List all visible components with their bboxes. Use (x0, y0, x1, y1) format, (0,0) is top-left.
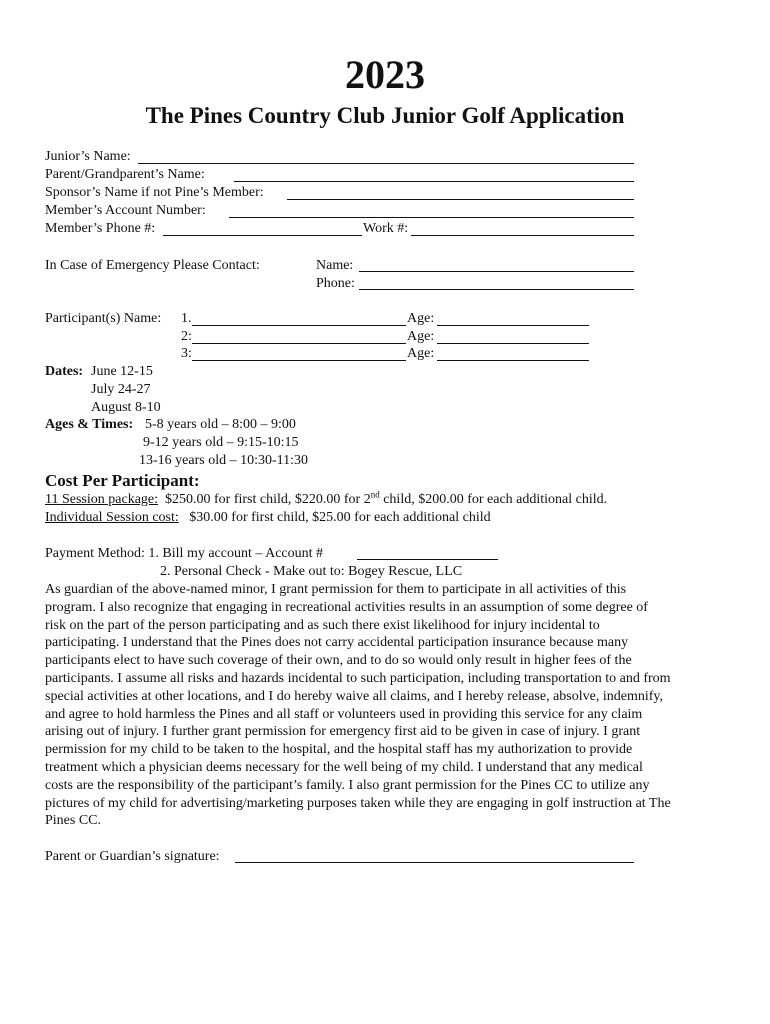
date-item: June 12-15 (91, 364, 153, 379)
session-package-line (45, 491, 607, 509)
waiver-line: program. I also recognize that engaging in recreational activities results in an assumption of some degree of (45, 599, 648, 615)
participant-2-name-field[interactable] (192, 343, 406, 344)
form-year: 2023 (345, 52, 425, 97)
session-package-label: 11 Session package: (45, 492, 159, 507)
waiver-line: participating. I understand that the Pines does not carry accidental participation insurance because many (45, 635, 629, 651)
waiver-paragraph (45, 581, 731, 830)
emergency-label: In Case of Emergency Please Contact: (45, 258, 260, 273)
waiver-line: costs are the responsibility of the participant’s family. I also grant permission for the Pines CC to utilize any (45, 777, 650, 793)
sponsor-name-field[interactable] (287, 199, 634, 200)
account-number-field[interactable] (229, 217, 634, 218)
waiver-line: Pines CC. (45, 813, 102, 829)
juniors-name-label: Junior’s Name: (45, 149, 131, 164)
waiver-line: participants elect to have such coverage of their own, and to do so would only result in higher fees of the (45, 653, 632, 669)
session-package-text-a: $250.00 for first child, $220.00 for 2 (165, 492, 371, 507)
waiver-line: treatment which a physician deems necessary for the well being of my child. I understand that any medical (45, 759, 643, 775)
parent-name-field[interactable] (234, 181, 634, 182)
waiver-line: special activities at other locations, and I do hereby waive all claims, and I hereby release, absolve, indemnify, (45, 688, 663, 704)
participant-2-age-field[interactable] (437, 343, 589, 344)
account-number-payment-field[interactable] (357, 559, 498, 560)
ages-times-label: Ages & Times: (45, 417, 134, 432)
work-phone-field[interactable] (411, 235, 634, 236)
juniors-name-field[interactable] (138, 163, 634, 164)
age-time-item: 9-12 years old – 9:15-10:15 (143, 435, 299, 450)
sponsor-name-label: Sponsor’s Name if not Pine’s Member: (45, 185, 264, 200)
participant-1-name-field[interactable] (192, 325, 406, 326)
participant-1-age-label: Age: (407, 311, 435, 326)
participant-1-number: 1. (181, 311, 192, 326)
ordinal-suffix: nd (370, 489, 380, 500)
waiver-line: arising out of injury. I further grant permission for emergency first aid to be given in case of injury. I grant (45, 724, 641, 740)
age-time-item: 5-8 years old – 8:00 – 9:00 (145, 417, 296, 432)
member-phone-label: Member’s Phone #: (45, 221, 156, 236)
participant-3-age-field[interactable] (437, 360, 589, 361)
participant-3-age-label: Age: (407, 346, 435, 361)
individual-session-label: Individual Session cost: (45, 510, 179, 525)
participant-3-name-field[interactable] (192, 360, 406, 361)
waiver-line: As guardian of the above-named minor, I grant permission for them to participate in all activities of this (45, 582, 627, 597)
payment-method-line: Payment Method: 1. Bill my account – Account # (45, 546, 324, 561)
cost-heading: Cost Per Participant: (45, 471, 200, 490)
waiver-line: risk on the part of the person participating and as such there exist likelihood for injury incidental to (45, 617, 600, 633)
emergency-name-label: Name: (316, 258, 354, 273)
participant-2-age-label: Age: (407, 329, 435, 344)
individual-session-text: $30.00 for first child, $25.00 for each additional child (189, 510, 491, 525)
age-time-item: 13-16 years old – 10:30-11:30 (139, 453, 309, 468)
participant-3-number: 3: (181, 346, 192, 361)
participant-1-age-field[interactable] (437, 325, 589, 326)
emergency-name-field[interactable] (359, 271, 634, 272)
waiver-line: permission for my child to be taken to the hospital, and the hospital staff has my authorization to provide (45, 742, 633, 758)
participants-label: Participant(s) Name: (45, 311, 162, 326)
emergency-phone-label: Phone: (316, 276, 355, 291)
signature-label: Parent or Guardian’s signature: (45, 849, 220, 864)
signature-field[interactable] (235, 862, 634, 863)
participant-2-number: 2: (181, 329, 192, 344)
date-item: August 8-10 (91, 400, 161, 415)
waiver-line: and agree to hold harmless the Pines and all staff or volunteers used in providing this service for any claim (45, 706, 643, 722)
waiver-line: participants. I assume all risks and hazards incidental to such participation, including transportation to and from (45, 670, 671, 686)
session-package-text-b: child, $200.00 for each additional child. (379, 492, 608, 507)
waiver-line: pictures of my child for advertising/marketing purposes taken while they are engaging in golf instruction at The (45, 795, 671, 811)
date-item: July 24-27 (91, 382, 151, 397)
work-phone-label: Work #: (363, 221, 409, 236)
dates-label: Dates: (45, 364, 84, 379)
parent-name-label: Parent/Grandparent’s Name: (45, 167, 205, 182)
payment-option-check: 2. Personal Check - Make out to: Bogey Rescue, LLC (160, 564, 463, 579)
member-phone-field[interactable] (163, 235, 362, 236)
emergency-phone-field[interactable] (359, 289, 634, 290)
individual-session-line (45, 509, 491, 527)
form-title: The Pines Country Club Junior Golf Application (145, 103, 625, 128)
account-number-label: Member’s Account Number: (45, 203, 206, 218)
